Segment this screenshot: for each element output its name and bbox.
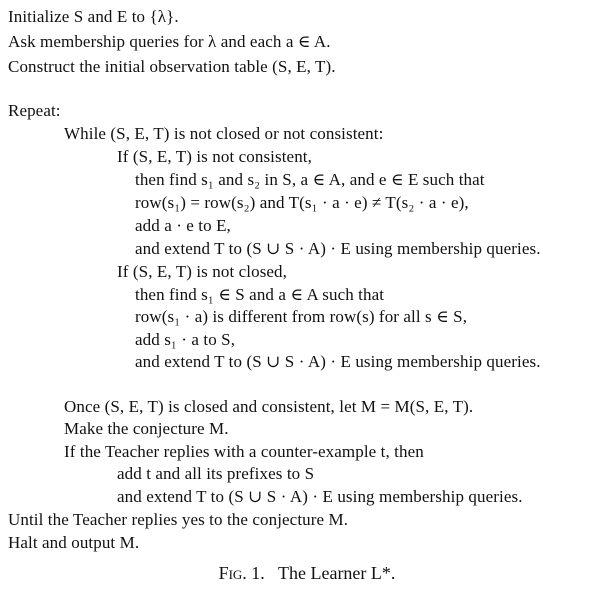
figure-label: Fig. 1. — [218, 563, 265, 583]
algorithm-line-3: Construct the initial observation table (S, E, T). — [8, 57, 336, 76]
algorithm-line-11: If (S, E, T) is not closed, — [117, 262, 288, 281]
algorithm-line-17: Make the conjecture M. — [64, 419, 229, 438]
algorithm-line-10: and extend T to (S ∪ S · A) · E using membership queries. — [135, 239, 541, 258]
algorithm-line-6: If (S, E, T) is not consistent, — [117, 147, 312, 166]
algorithm-line-8: row(s₁) = row(s₂) and T(s₁ · a · e) ≠ T(s₂ · a · e), — [135, 193, 469, 212]
algorithm-line-4: Repeat: — [8, 101, 61, 120]
algorithm-line-13: row(s₁ · a) is different from row(s) for all s ∈ S, — [135, 307, 468, 326]
algorithm-line-18: If the Teacher replies with a counter-example t, then — [64, 442, 424, 461]
figure-caption — [0, 561, 614, 585]
algorithm-line-12: then find s₁ ∈ S and a ∈ A such that — [135, 285, 385, 304]
algorithm-line-14: add s₁ · a to S, — [135, 330, 236, 349]
algorithm-line-20: and extend T to (S ∪ S · A) · E using membership queries. — [117, 487, 523, 506]
algorithm-line-21: Until the Teacher replies yes to the conjecture M. — [8, 510, 349, 529]
algorithm-line-1: Initialize S and E to {λ}. — [8, 7, 179, 26]
algorithm-line-16: Once (S, E, T) is closed and consistent, let M = M(S, E, T). — [64, 397, 474, 416]
algorithm-line-2: Ask membership queries for λ and each a ∈ A. — [8, 32, 331, 51]
figure-title: The Learner L*. — [277, 563, 396, 583]
algorithm-line-19: add t and all its prefixes to S — [117, 464, 315, 483]
algorithm-line-7: then find s₁ and s₂ in S, a ∈ A, and e ∈ E such that — [135, 170, 485, 189]
algorithm-line-22: Halt and output M. — [8, 533, 140, 552]
algorithm-line-9: add a · e to E, — [135, 216, 231, 235]
algorithm-line-5: While (S, E, T) is not closed or not consistent: — [64, 124, 384, 143]
algorithm-line-15: and extend T to (S ∪ S · A) · E using membership queries. — [135, 352, 541, 371]
